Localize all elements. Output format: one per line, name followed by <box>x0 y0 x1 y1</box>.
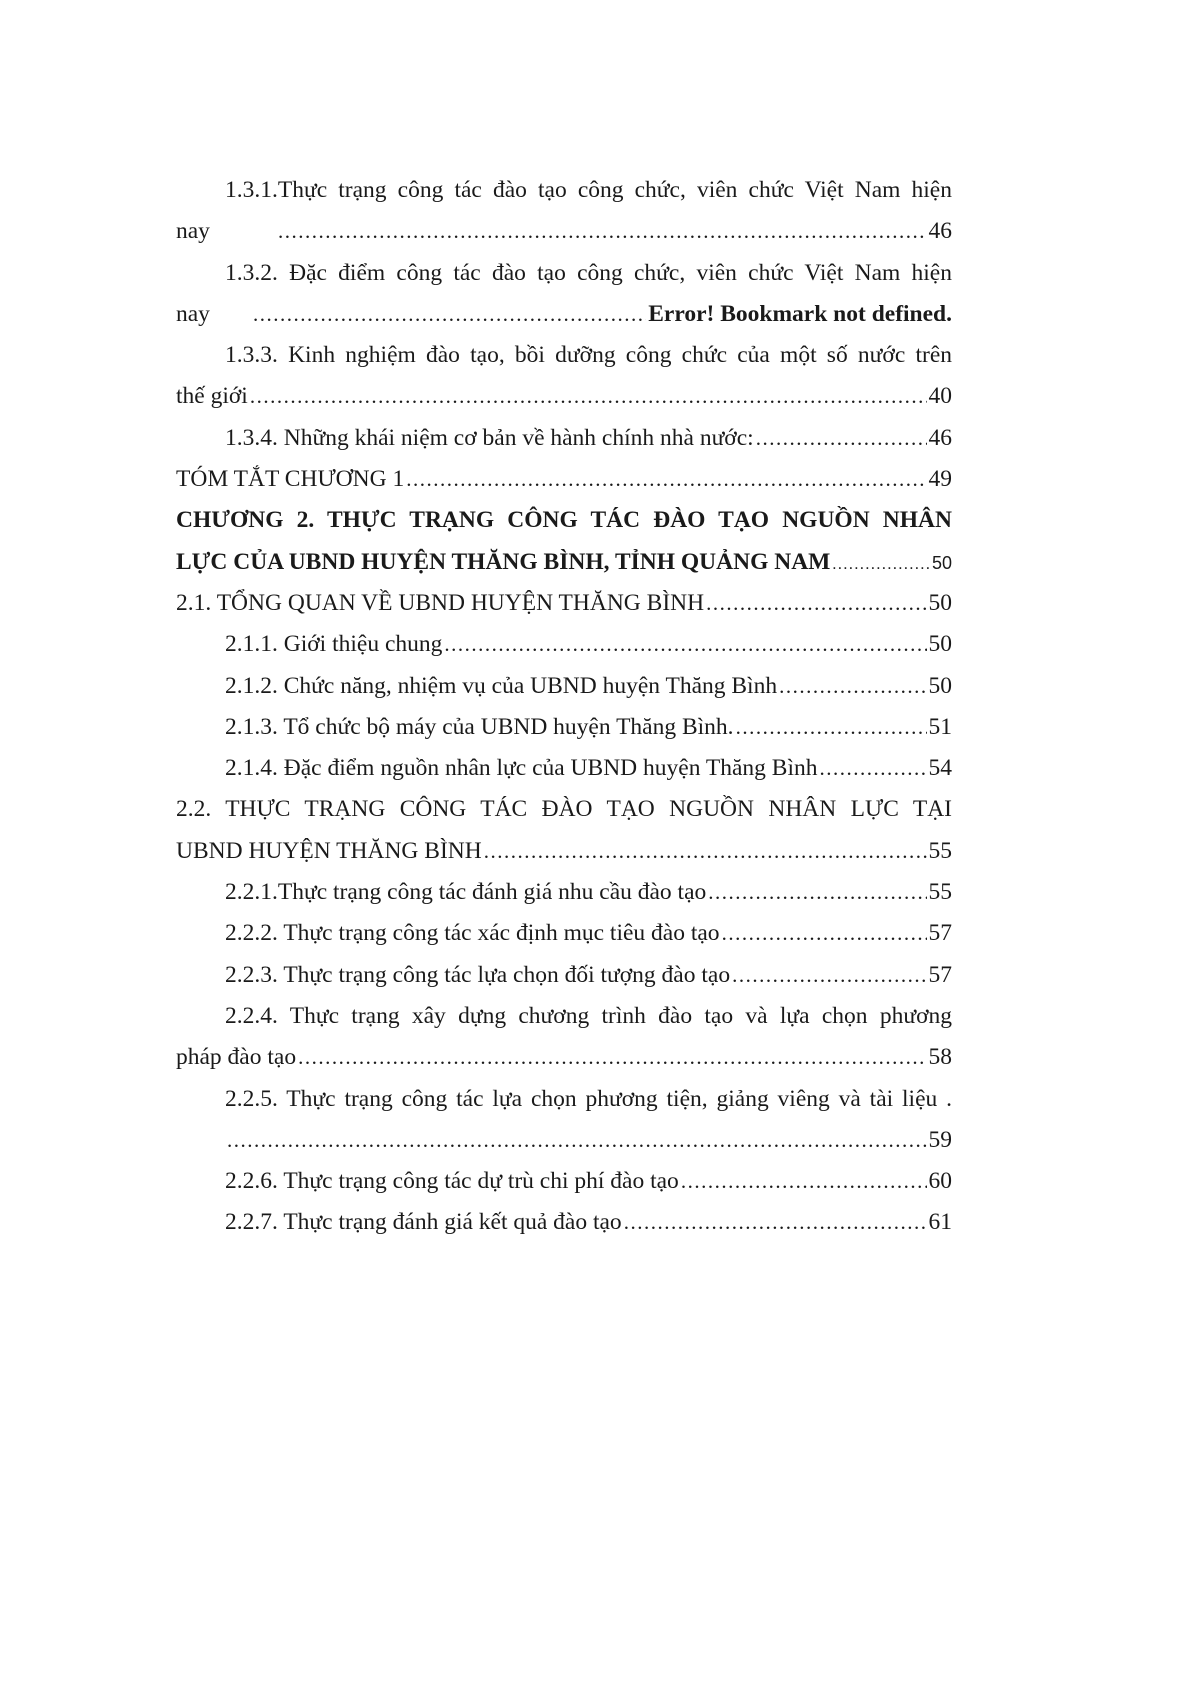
toc-page-number: 57 <box>928 920 952 947</box>
toc-entry-1-3-2-line2[interactable] <box>176 294 952 335</box>
toc-entry-2-2-6[interactable] <box>176 1161 952 1202</box>
toc-entry-2-2-2[interactable] <box>176 913 952 954</box>
dot-leader <box>444 624 926 665</box>
dot-leader <box>708 872 926 913</box>
toc-entry-1-3-1-line1: 1.3.1.Thực trạng công tác đào tạo công chức, viên chức Việt Nam hiện <box>225 177 952 203</box>
toc-entry-label: 2.1.1. Giới thiệu chung <box>225 631 443 658</box>
toc-entry-label: 2.2.6. Thực trạng công tác dự trù chi phí đào tạo <box>225 1168 679 1195</box>
toc-entry-chapter-2-line2[interactable] <box>176 542 952 583</box>
dot-leader <box>250 376 927 417</box>
toc-entry-1-3-1-line2[interactable] <box>176 211 952 252</box>
toc-entry-2-2-4-line2[interactable] <box>176 1037 952 1078</box>
toc-page-number: 55 <box>928 879 952 906</box>
toc-entry-2-2-7[interactable] <box>176 1202 952 1243</box>
toc-page-number: 55 <box>928 837 952 864</box>
dot-leader <box>484 831 927 872</box>
toc-entry-label: 2.1. TỔNG QUAN VỀ UBND HUYỆN THĂNG BÌNH <box>176 589 705 616</box>
toc-page-number: 49 <box>928 466 952 493</box>
toc-entry-label: TÓM TẮT CHƯƠNG 1 <box>176 466 405 493</box>
dot-leader <box>756 418 927 459</box>
toc-entry-2-1-1[interactable] <box>176 624 952 665</box>
toc-entry-label: 2.1.2. Chức năng, nhiệm vụ của UBND huyện Thăng Bình <box>225 672 778 699</box>
bookmark-error-text: Error! Bookmark not defined. <box>648 300 952 327</box>
dot-leader <box>624 1202 927 1243</box>
toc-entry-label: UBND HUYỆN THĂNG BÌNH <box>176 837 482 864</box>
toc-entry-2-1-3[interactable] <box>176 707 952 748</box>
toc-entry-1-3-2-line1: 1.3.2. Đặc điểm công tác đào tạo công chức, viên chức Việt Nam hiện <box>225 259 952 286</box>
toc-page-number: 58 <box>928 1044 952 1071</box>
toc-entry-label: nay <box>176 218 210 245</box>
dot-leader <box>406 459 926 500</box>
toc-entry-label: pháp đào tạo <box>176 1044 297 1071</box>
toc-page-number: 46 <box>928 424 952 451</box>
toc-page-number: 46 <box>928 218 952 245</box>
toc-entry-label: 2.2.3. Thực trạng công tác lựa chọn đối tượng đào tạo <box>225 961 731 988</box>
dot-leader <box>779 666 926 707</box>
dot-leader <box>706 583 926 624</box>
toc-entry-chapter-2-line1: CHƯƠNG 2. THỰC TRẠNG CÔNG TÁC ĐÀO TẠO NGUỒN NHÂN <box>176 507 952 534</box>
toc-page-number: 40 <box>928 383 952 410</box>
toc-entry-label: thế giới <box>176 383 248 410</box>
toc-entry-label: LỰC CỦA UBND HUYỆN THĂNG BÌNH, TỈNH QUẢNG NAM <box>176 548 831 575</box>
toc-page-number: 57 <box>928 961 952 988</box>
toc-entry-2-2-5-line2[interactable] <box>176 1120 952 1161</box>
toc-entry-2-1-4[interactable] <box>176 748 952 789</box>
toc-entry-label: 2.2.7. Thực trạng đánh giá kết quả đào tạo <box>225 1209 622 1236</box>
toc-page-number: 51 <box>928 713 952 740</box>
dot-leader <box>278 211 927 252</box>
toc-entry-2-2-line2[interactable] <box>176 831 952 872</box>
toc-entry-label: 2.2.1.Thực trạng công tác đánh giá nhu cầu đào tạo <box>225 879 707 906</box>
toc-page-number: 60 <box>928 1168 952 1195</box>
toc-page-number: 50 <box>928 672 952 699</box>
dot-leader <box>736 707 927 748</box>
toc-entry-1-3-3-line1: 1.3.3. Kinh nghiệm đào tạo, bồi dưỡng công chức của một số nước trên <box>225 342 952 369</box>
table-of-contents <box>176 170 952 1244</box>
toc-entry-chapter-1-summary[interactable] <box>176 459 952 500</box>
toc-entry-label: 2.1.3. Tổ chức bộ máy của UBND huyện Thăng Bình. <box>225 713 734 740</box>
toc-entry-label: 1.3.4. Những khái niệm cơ bản về hành chính nhà nước: <box>225 424 754 451</box>
toc-page-number: 59 <box>928 1126 952 1153</box>
toc-entry-label: 2.2.2. Thực trạng công tác xác định mục tiêu đào tạo <box>225 920 720 947</box>
dot-leader <box>298 1037 926 1078</box>
toc-entry-label: 2.1.4. Đặc điểm nguồn nhân lực của UBND huyện Thăng Bình <box>225 755 818 782</box>
toc-entry-label: nay <box>176 300 210 327</box>
dot-leader <box>832 544 930 583</box>
dot-leader <box>820 748 927 789</box>
toc-entry-2-2-3[interactable] <box>176 955 952 996</box>
toc-entry-1-3-3-line2[interactable] <box>176 376 952 417</box>
toc-entry-2-2-1[interactable] <box>176 872 952 913</box>
toc-page-number: 50 <box>931 552 952 573</box>
toc-page-number: 54 <box>928 755 952 782</box>
toc-page-number: 50 <box>928 631 952 658</box>
dot-leader <box>227 1120 927 1161</box>
dot-leader <box>681 1161 927 1202</box>
dot-leader <box>722 913 927 954</box>
dot-leader <box>732 955 926 996</box>
dot-leader <box>253 294 646 335</box>
toc-entry-2-1[interactable] <box>176 583 952 624</box>
toc-entry-2-1-2[interactable] <box>176 666 952 707</box>
toc-page-number: 50 <box>928 589 952 616</box>
toc-entry-2-2-5-line1: 2.2.5. Thực trạng công tác lựa chọn phương tiện, giảng viêng và tài liệu . <box>225 1085 952 1112</box>
toc-page-number: 61 <box>928 1209 952 1236</box>
toc-entry-1-3-4[interactable] <box>176 418 952 459</box>
toc-entry-2-2-4-line1: 2.2.4. Thực trạng xây dựng chương trình đào tạo và lựa chọn phương <box>225 1002 952 1029</box>
toc-entry-2-2-line1: 2.2. THỰC TRẠNG CÔNG TÁC ĐÀO TẠO NGUỒN NHÂN LỰC TẠI <box>176 796 952 823</box>
